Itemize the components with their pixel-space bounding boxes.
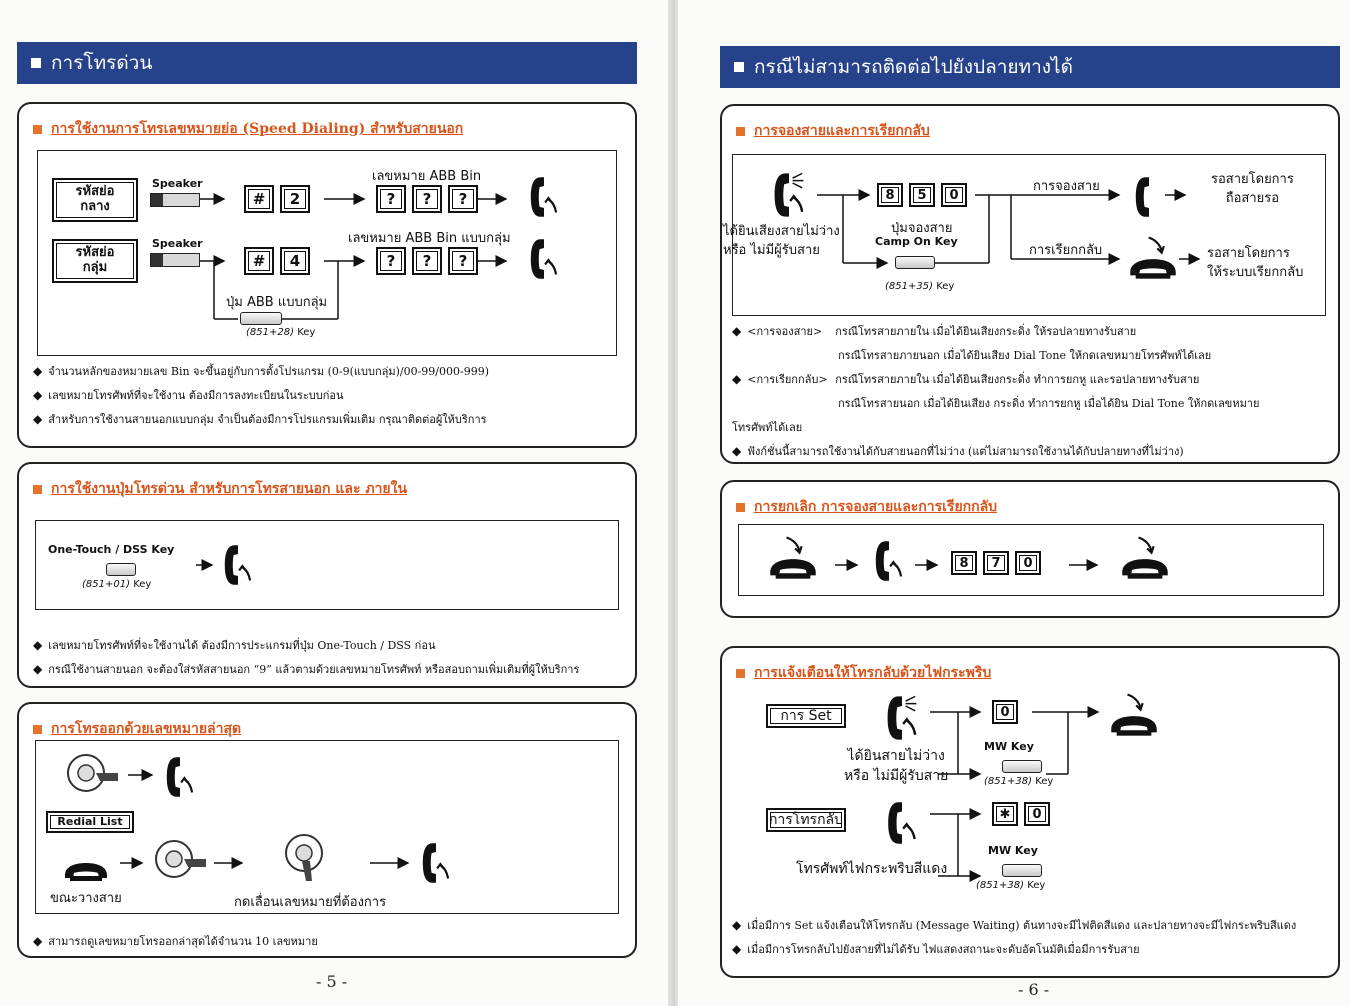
redial-diagram <box>35 740 619 914</box>
cancel-diagram <box>738 524 1324 596</box>
mw-key-label: MW Key <box>984 740 1034 753</box>
camp-on-key-code: (851+35) Key <box>885 281 955 292</box>
camp-on-key-th: ปุ่มจองสาย <box>891 221 953 236</box>
redial-section <box>17 702 637 958</box>
set-label: การ Set <box>766 704 846 728</box>
square-bullet-icon <box>736 127 745 136</box>
key-4[interactable]: 4 <box>280 247 310 275</box>
right-banner <box>720 46 1340 88</box>
camp-on-note: ◆ <การจองสาย> กรณีโทรสายภายใน เมื่อได้ยินเสียงกระดิ่ง ให้รอปลายทางรับสาย <box>732 324 1137 338</box>
key-0[interactable]: 0 <box>992 700 1018 724</box>
handset-lift-icon <box>160 755 200 799</box>
mw-busy-text: ได้ยินสายไม่ว่าง หรือ ไม่มีผู้รับสาย <box>844 748 949 785</box>
handset-hangup-icon <box>1119 535 1171 579</box>
mw-note: ◆ เมื่อมีการ Set แจ้งเตือนให้โทรกลับ (Message Waiting) ต้นทางจะมีไฟติดสีแดง และปลายทางจะมีไฟกระพริบสีแดง <box>732 918 1297 932</box>
cancel-section <box>720 480 1340 618</box>
page-number: - 6 - <box>1018 980 1050 999</box>
callback-label: การโทรกลับ <box>766 808 846 832</box>
navigator-key-icon[interactable] <box>66 755 106 795</box>
speed-dial-section <box>17 102 637 448</box>
abb-key-code: (851+28) Key <box>246 327 316 338</box>
key-7[interactable]: 7 <box>983 551 1009 575</box>
handset-lift-icon <box>524 237 564 281</box>
key-8[interactable]: 8 <box>877 183 903 207</box>
redial-note: ◆ สามารถดูเลขหมายโทรออกล่าสุดได้จำนวน 10 เลขหมาย <box>33 934 318 948</box>
camp-on-note: ◆ ฟังก์ชั่นนี้สามารถใช้งานได้กับสายนอกที่ไม่ว่าง (แต่ไม่สามารถใช้งานได้กับปลายทางที่ไม่ว่าง) <box>732 444 1184 458</box>
group-code-box: รหัสย่อ กลุ่ม <box>52 239 138 283</box>
lamp-text: โทรศัพท์ไฟกระพริบสีแดง <box>796 861 948 877</box>
cancel-title: การยกเลิก การจองสายและการเรียกกลับ <box>736 496 997 518</box>
key-q2[interactable]: ? <box>412 185 442 213</box>
key-star[interactable]: ✱ <box>992 802 1018 826</box>
square-bullet-icon <box>734 62 744 72</box>
branch-callback-label: การเรียกกลับ <box>1029 243 1103 258</box>
navigator-key-icon[interactable] <box>154 839 194 879</box>
one-touch-key-label: One-Touch / DSS Key <box>48 543 175 556</box>
redial-title: การโทรออกด้วยเลขหมายล่าสุด <box>33 718 241 740</box>
speaker-label: Speaker <box>152 177 203 190</box>
abb-bin-label: เลขหมาย ABB Bin <box>372 169 482 184</box>
handset-busy-icon <box>769 171 809 219</box>
camp-on-key-en: Camp On Key <box>875 235 958 248</box>
navigator-scroll-icon[interactable] <box>284 833 324 873</box>
result-callback: รอสายโดยการ ให้ระบบเรียกกลับ <box>1207 246 1304 280</box>
one-touch-diagram <box>35 520 619 610</box>
handset-lift-icon <box>882 800 922 846</box>
left-banner <box>17 42 637 84</box>
left-banner-title: การโทรด่วน <box>51 52 153 74</box>
handset-busy-icon <box>882 694 922 742</box>
result-wait: รอสายโดยการ ถือสายรอ <box>1211 172 1294 206</box>
mw-note: ◆ เมื่อมีการโทรกลับไปยังสายที่ไม่ได้รับ ไฟแสดงสถานะจะดับอัตโนมัติเมื่อมีการรับสาย <box>732 942 1140 956</box>
mw-key[interactable] <box>1002 864 1042 877</box>
handset-hangup-icon <box>767 535 819 579</box>
key-0[interactable]: 0 <box>1015 551 1041 575</box>
key-q3[interactable]: ? <box>448 247 478 275</box>
scroll-label: กดเลื่อนเลขหมายที่ต้องการ <box>234 895 387 910</box>
handset-lift-icon <box>869 539 909 583</box>
abb-group-key[interactable] <box>240 312 282 325</box>
key-5[interactable]: 5 <box>909 183 935 207</box>
redial-list-button[interactable]: Redial List <box>46 811 134 833</box>
speaker-key[interactable] <box>150 193 200 207</box>
speed-dial-title: การใช้งานการโทรเลขหมายย่อ (Speed Dialing) สำหรับสายนอก <box>33 118 463 140</box>
right-page <box>678 0 1350 1006</box>
key-2[interactable]: 2 <box>280 185 310 213</box>
handset-on-hook-icon <box>62 849 110 883</box>
page-number: - 5 - <box>316 972 348 991</box>
speed-dial-note: ◆ เลขหมายโทรศัพท์ที่จะใช้งาน ต้องมีการลงทะเบียนในระบบก่อน <box>33 388 344 402</box>
square-bullet-icon <box>31 58 41 68</box>
mw-key-label: MW Key <box>988 844 1038 857</box>
mw-key-code: (851+38) Key <box>976 880 1046 891</box>
speed-dial-note: ◆ จำนวนหลักของหมายเลข Bin จะขึ้นอยู่กับการตั้งโปรแกรม (0-9(แบบกลุ่ม)/00-99/000-999) <box>33 364 490 378</box>
key-8[interactable]: 8 <box>951 551 977 575</box>
key-hash[interactable]: # <box>244 247 274 275</box>
abb-bin-group-label: เลขหมาย ABB Bin แบบกลุ่ม <box>348 231 511 246</box>
branch-reserve-label: การจองสาย <box>1033 179 1100 194</box>
busy-text: ได้ยินเสียงสายไม่ว่าง หรือ ไม่มีผู้รับสาย <box>723 224 840 258</box>
key-q1[interactable]: ? <box>376 185 406 213</box>
message-waiting-section <box>720 646 1340 978</box>
handset-hangup-icon <box>1127 235 1179 279</box>
key-hash[interactable]: # <box>244 185 274 213</box>
message-waiting-title: การแจ้งเตือนให้โทรกลับด้วยไฟกระพริบ <box>736 662 991 684</box>
camp-on-note: ◆ <การเรียกกลับ> กรณีโทรสายภายใน เมื่อได้ยินเสียงกระดิ่ง ทำการยกหู และรอปลายทางรับสาย <box>732 372 1200 386</box>
key-q1[interactable]: ? <box>376 247 406 275</box>
square-bullet-icon <box>33 725 42 734</box>
mw-key[interactable] <box>1002 760 1042 773</box>
speaker-label: Speaker <box>152 237 203 250</box>
handset-lift-icon <box>218 543 258 587</box>
camp-on-note: กรณีโทรสายภายนอก เมื่อได้ยินเสียง Dial Tone ให้กดเลขหมายโทรศัพท์ได้เลย <box>838 349 1212 362</box>
camp-on-section <box>720 104 1340 464</box>
one-touch-section <box>17 462 637 688</box>
square-bullet-icon <box>33 125 42 134</box>
message-waiting-diagram <box>762 688 1202 898</box>
speaker-key[interactable] <box>150 253 200 267</box>
handset-lift-icon <box>524 175 564 219</box>
square-bullet-icon <box>736 503 745 512</box>
camp-on-diagram <box>723 154 1326 316</box>
key-q2[interactable]: ? <box>412 247 442 275</box>
one-touch-key[interactable] <box>106 563 136 576</box>
one-touch-key-code: (851+01) Key <box>82 579 152 590</box>
left-page <box>0 0 672 1006</box>
camp-on-note: กรณีโทรสายนอก เมื่อได้ยินเสียง กระดิ่ง ทำการยกหู เมื่อได้ยิน Dial Tone ให้กดเลขหมาย <box>838 397 1260 410</box>
abb-group-button-label: ปุ่ม ABB แบบกลุ่ม <box>226 295 328 310</box>
handset-hold-icon <box>1131 175 1167 219</box>
square-bullet-icon <box>736 669 745 678</box>
one-touch-title: การใช้งานปุ่มโทรด่วน สำหรับการโทรสายนอก และ ภายใน <box>33 478 407 500</box>
central-code-box: รหัสย่อ กลาง <box>52 178 138 222</box>
key-0[interactable]: 0 <box>1024 802 1050 826</box>
camp-on-key[interactable] <box>895 256 935 269</box>
camp-on-note: โทรศัพท์ได้เลย <box>732 421 803 434</box>
speed-dial-diagram <box>37 150 617 356</box>
one-touch-note: ◆ เลขหมายโทรศัพท์ที่จะใช้งานได้ ต้องมีการประแกรมที่ปุ่ม One-Touch / DSS ก่อน <box>33 638 436 652</box>
square-bullet-icon <box>33 485 42 494</box>
right-banner-title: กรณีไม่สามารถติดต่อไปยังปลายทางได้ <box>754 56 1073 78</box>
one-touch-note: ◆ กรณีใช้งานสายนอก จะต้องใส่รหัสสายนอก “9” แล้วตามด้วยเลขหมายโทรศัพท์ หรือสอบถามเพิ่มเติมที่ผู้ให้บริการ <box>33 662 580 676</box>
key-0[interactable]: 0 <box>941 183 967 207</box>
mw-key-code: (851+38) Key <box>984 776 1054 787</box>
speed-dial-note: ◆ สำหรับการใช้งานสายนอกแบบกลุ่ม จำเป็นต้องมีการโปรแกรมเพิ่มเติม กรุณาติดต่อผู้ให้บริการ <box>33 412 487 426</box>
handset-lift-icon <box>416 841 456 885</box>
handset-hangup-icon <box>1108 692 1160 736</box>
key-q3[interactable]: ? <box>448 185 478 213</box>
on-hook-label: ขณะวางสาย <box>50 891 122 906</box>
camp-on-title: การจองสายและการเรียกกลับ <box>736 120 930 142</box>
